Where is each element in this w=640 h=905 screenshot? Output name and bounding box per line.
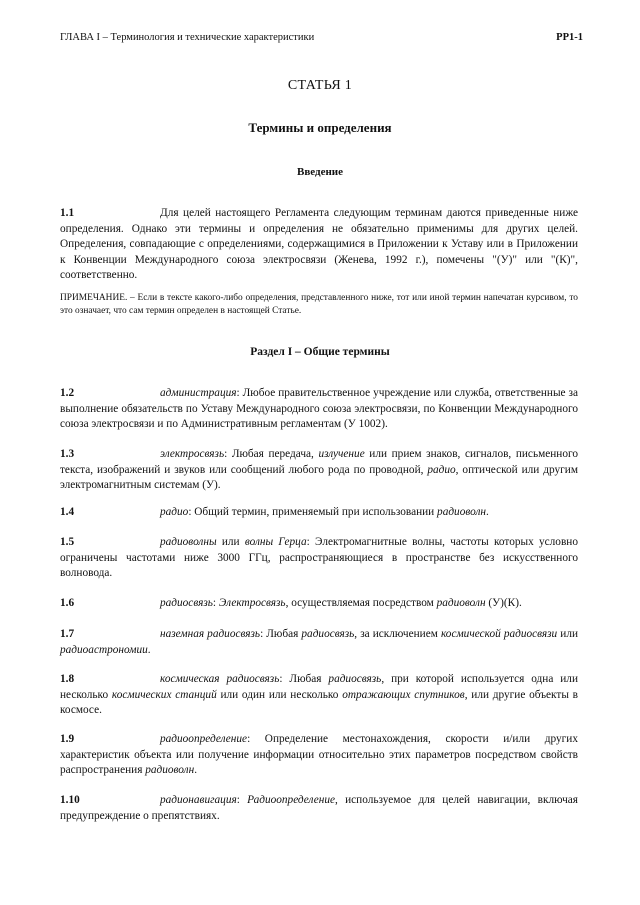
running-header-page-ref: РР1-1: [556, 32, 583, 43]
definition-text: : Любая передача,: [224, 448, 319, 460]
term-reference: радиоволн: [145, 764, 195, 777]
term-reference: радиоастрономии: [60, 643, 148, 656]
article-number: СТАТЬЯ 1: [287, 78, 353, 93]
definition-1-10: [60, 793, 578, 824]
definition-1-4: [60, 505, 578, 521]
definition-text: :: [212, 597, 219, 609]
definition-number: 1.10: [60, 794, 80, 806]
running-header-chapter: ГЛАВА I – Терминология и технические характеристики: [60, 32, 315, 43]
definition-number: 1.5: [60, 536, 75, 548]
defined-term: радионавигация: [160, 794, 237, 806]
definition-text: , за исключением: [354, 628, 441, 640]
term-reference: радиосвязь: [328, 673, 382, 685]
definition-1-3: [60, 447, 578, 494]
definition-text: : Любая: [260, 628, 302, 640]
definition-number: 1.4: [60, 506, 75, 518]
article-title: Термины и определения: [248, 120, 392, 135]
definition-text: : Общий термин, применяемый при использовании: [188, 506, 438, 518]
definition-text: : Электромагнитные волны, частоты которых условно ограничены частотами ниже 3000 ГГц, распространяющиеся в пространстве без искусственного волновода.: [60, 536, 578, 580]
defined-term: радиоопределение: [160, 733, 248, 745]
definition-1-2: [60, 386, 578, 433]
definition-text: или один или несколько: [216, 688, 343, 701]
definition-text: : Любое правительственное учреждение или служба, ответственные за выполнение обязательств по Уставу Международного союза электросвязи, по Конвенции Международного союза электросвязи и по Административным регламентам (У 1002).: [60, 387, 578, 431]
definition-text: , используемое для целей навигации, включая предупреждение о препятствиях.: [60, 794, 578, 822]
defined-term: космическая радиосвязь: [160, 673, 280, 685]
definition-1-6: [60, 596, 578, 612]
definition-number: 1.2: [60, 387, 75, 399]
term-reference: Радиоопределение: [247, 794, 336, 806]
section-heading: Раздел I – Общие термины: [250, 346, 390, 358]
term-reference: волны Герца: [244, 536, 307, 548]
definition-1-7: [60, 627, 578, 658]
defined-term: электросвязь: [160, 448, 225, 460]
definition-text: .: [147, 643, 151, 656]
definition-number: 1.7: [60, 628, 75, 640]
term-reference: радиоволн: [436, 597, 486, 609]
definition-text: , осуществляемая посредством: [285, 597, 437, 609]
definition-text: , оптической или другим электромагнитным системам (У).: [60, 463, 578, 492]
definition-text: :: [236, 794, 248, 806]
definition-text: : Определение местонахождения, скорости и/или других характеристик объекта или получение информации относительно этих параметров посредством свойств распространения: [60, 733, 578, 777]
definition-number: 1.6: [60, 597, 75, 609]
definition-number: 1.8: [60, 673, 75, 685]
intro-heading: Введение: [296, 166, 344, 178]
definition-number: 1.9: [60, 733, 75, 745]
defined-term: администрация: [160, 387, 237, 399]
definition-text: .: [486, 506, 489, 518]
definition-text: или: [216, 536, 245, 548]
term-reference: космических станций: [111, 688, 217, 701]
definition-text: или: [557, 628, 578, 640]
definition-1-8: [60, 672, 578, 719]
term-reference: отражающих спутников: [342, 688, 465, 701]
term-reference: радио: [427, 463, 456, 476]
definition-number: 1.3: [60, 448, 75, 460]
defined-term: радиоволны: [160, 536, 217, 548]
definition-text: : Любая: [279, 673, 329, 685]
note: ПРИМЕЧАНИЕ. – Если в тексте какого-либо определения, представленного ниже, тот или иной термин напечатан курсивом, то это означает, что сам термин определен в настоящей Статье.: [60, 293, 578, 316]
definition-1-5: [60, 535, 578, 582]
term-reference: излучение: [318, 448, 365, 460]
defined-term: радиосвязь: [160, 597, 213, 609]
definition-text: , или другие объекты в космосе.: [60, 688, 578, 717]
definition-text: или прием знаков, сигналов, письменного текста, изображений и звуков или сообщений любого рода по проводной,: [60, 448, 578, 476]
defined-term: радио: [160, 506, 189, 518]
paragraph-text: Для целей настоящего Регламента следующим терминам даются приведенные ниже определения. Однако эти термины и определения не обязательно применимы для других целей. Определения, совпадающие с определениями, содержащимися в Приложении к Уставу или в Приложении к Конвенции Международного союза электросвязи (Женева, 1992 г.), помечены "(У)" или "(К)", соответственно.: [60, 207, 578, 282]
paragraph-1-1: [60, 206, 578, 284]
term-reference: Электросвязь: [218, 597, 286, 609]
paragraph-number: 1.1: [60, 207, 75, 219]
definition-text: (У)(К).: [485, 597, 522, 609]
term-reference: космической радиосвязи: [440, 628, 558, 640]
defined-term: наземная радиосвязь: [160, 628, 261, 640]
definition-1-9: [60, 732, 578, 779]
term-reference: радиоволн: [437, 506, 487, 518]
definition-text: , при которой используется одна или несколько: [60, 673, 578, 701]
term-reference: радиосвязь: [301, 628, 355, 640]
definition-text: .: [194, 764, 198, 777]
